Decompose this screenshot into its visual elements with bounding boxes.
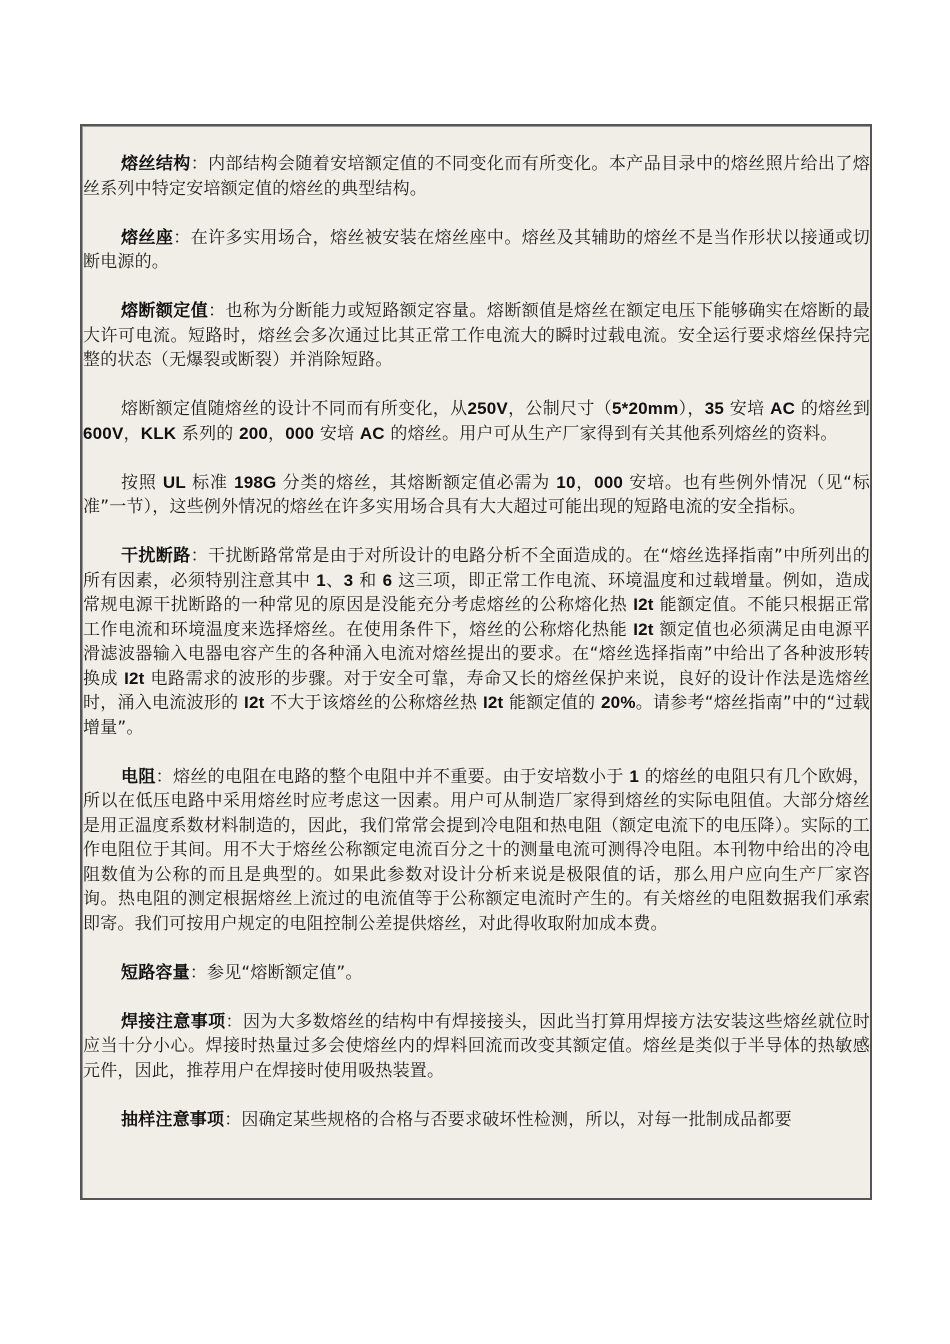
paragraph <box>83 765 870 937</box>
document-body <box>82 126 870 1132</box>
paragraph-text: ，公制尺寸（ <box>507 399 613 419</box>
paragraph-text: 安培。也有些例外情况（见“标准”一节），这些例外情况的熔丝在许多实用场合具有大大超过可能出现的短路电流的安全指标。 <box>83 472 870 517</box>
paragraph <box>83 152 870 201</box>
paragraph-text: 安培 <box>724 399 771 419</box>
bold-value: I2t <box>244 693 265 712</box>
bold-value: I2t <box>124 668 145 688</box>
paragraph <box>83 471 870 520</box>
paragraph-text: 标准 <box>185 472 235 493</box>
paragraph-text: 电路需求的波形的步骤。对于安全可靠，寿命又长的熔丝保护来说，良好的设计作法是选熔丝时，涌入电流波形的 <box>83 668 870 713</box>
paragraph <box>83 1108 870 1133</box>
bold-value: 5*20mm <box>612 399 679 418</box>
section-heading: 熔丝座 <box>121 227 174 248</box>
section-heading: 焊接注意事项 <box>121 1011 226 1032</box>
document-frame <box>80 124 872 1200</box>
section-heading: 抽样注意事项 <box>121 1109 225 1130</box>
bold-value: I2t <box>633 619 654 639</box>
paragraph-text: ：因为大多数熔丝的结构中有焊接接头，因此当打算用焊接方法安装这些熔丝就位时应当十分小心。焊接时热量过多会使熔丝内的焊料回流而改变其额定值。熔丝是类似于半导体的热敏感元件，因此，推荐用户在焊接时使用吸热装置。 <box>83 1011 870 1081</box>
paragraph-text: 分类的熔丝，其熔断额定值必需为 <box>276 472 557 493</box>
paragraph-text: ：参见“熔断额定值”。 <box>189 962 363 983</box>
bold-value: 20% <box>601 693 636 712</box>
paragraph-text: 能额定值的 <box>503 693 602 713</box>
section-heading: 短路容量 <box>121 962 190 983</box>
paragraph-text: ， <box>575 472 595 493</box>
bold-value: 6 <box>382 570 393 590</box>
bold-value: 600V <box>83 423 124 443</box>
paragraph-text: ， <box>268 423 286 444</box>
paragraph-text: 和 <box>353 570 383 591</box>
section-heading: 熔丝结构 <box>121 154 191 174</box>
bold-value: UL <box>162 472 186 492</box>
paragraph-text: 的熔丝到 <box>795 399 871 419</box>
paragraph-text: 不大于该熔丝的公称熔丝热 <box>264 693 483 713</box>
bold-value: 1 <box>629 766 640 786</box>
bold-value: AC <box>770 399 796 418</box>
paragraph-text: ：在许多实用场合，熔丝被安装在熔丝座中。熔丝及其辅助的熔丝不是当作形状以接通或切断电源的。 <box>83 227 870 272</box>
paragraph-text: ）， <box>678 399 705 419</box>
paragraph-text: 额定值也必须满足由电源平滑滤波器输入电器电容产生的各种涌入电流对熔丝提出的要求。在“熔丝选择指南”中给出了各种波形转换成 <box>83 619 870 689</box>
paragraph-text: 能额定值。不能只根据正常工作电流和环境温度来选择熔丝。在使用条件下，熔丝的公称熔化热能 <box>83 595 870 640</box>
paragraph-text: 熔断额定值随熔丝的设计不同而有所变化，从 <box>121 399 468 419</box>
paragraph <box>83 397 870 446</box>
bold-value: 198G <box>234 472 277 492</box>
paragraph-text: 安培 <box>314 423 360 444</box>
bold-value: 250V <box>467 399 508 418</box>
paragraph-text: ：因确定某些规格的合格与否要求破坏性检测，所以，对每一批制成品都要 <box>224 1109 792 1130</box>
paragraph-text: 的熔丝的电阻只有几个欧姆，所以在低压电路中采用熔丝时应考虑这一因素。用户可从制造厂家得到熔丝的实际电阻值。大部分熔丝是用正温度系数材料制造的，因此，我们常常会提到冷电阻和热电阻（额定电流下的电压降）。实际的工作电阻位于其间。用不大于熔丝公称额定电流百分之十的测量电流可测得冷电阻。本刊物中给出的冷电阻数值为公称的而且是典型的。如果此参数对设计分析来说是极限值的话，那么用户应向生产厂家咨询。热电阻的测定根据熔丝上流过的电流值等于公称额定电流时产生的。有关熔丝的电阻数据我们承索即寄。我们可按用户规定的电阻控制公差提供熔丝，对此得收取附加成本费。 <box>83 766 870 934</box>
paragraph-text: ：也称为分断能力或短路额定容量。熔断额值是熔丝在额定电压下能够确实在熔断的最大许可电流。短路时，熔丝会多次通过比其正常工作电流大的瞬时过载电流。安全运行要求熔丝保持完整的状态（无爆裂或断裂）并消除短路。 <box>83 301 870 370</box>
bold-value: AC <box>359 423 385 443</box>
paragraph <box>83 544 870 740</box>
paragraph-text: 系列的 <box>176 423 240 444</box>
paragraph <box>83 299 870 373</box>
bold-value: 000 <box>594 472 624 492</box>
paragraph-text: ， <box>123 423 141 444</box>
section-heading: 熔断额定值 <box>121 301 209 321</box>
paragraph-text: ：熔丝的电阻在电路的整个电阻中并不重要。由于安培数小于 <box>155 766 630 787</box>
bold-value: 000 <box>285 423 315 443</box>
bold-value: I2t <box>482 693 504 712</box>
bold-value: I2t <box>633 595 654 614</box>
paragraph-text: 这三项，即正常工作电流、环境温度和过载增量。例如，造成常规电源干扰断路的一种常见的原因是没能充分考虑熔丝的公称熔化热 <box>83 570 870 615</box>
section-heading: 电阻 <box>121 766 156 787</box>
paragraph <box>83 961 870 986</box>
paragraph-text: ：内部结构会随着安培额定值的不同变化而有所变化。本产品目录中的熔丝照片给出了熔丝系列中特定安培额定值的熔丝的典型结构。 <box>83 154 870 199</box>
paragraph-text: 的熔丝。用户可从生产厂家得到有关其他系列熔丝的资料。 <box>384 423 838 444</box>
bold-value: 3 <box>343 570 354 590</box>
section-heading: 干扰断路 <box>121 546 191 566</box>
paragraph-text: 。请参考“熔丝指南”中的“过载增量”。 <box>83 693 870 738</box>
paragraph-text: 、 <box>325 570 344 591</box>
bold-value: 35 <box>704 399 725 418</box>
bold-value: 1 <box>316 570 326 590</box>
paragraph-text: ：干扰断路常常是由于对所设计的电路分析不全面造成的。在“熔丝选择指南”中所列出的所有因素，必须特别注意其中 <box>83 546 870 591</box>
paragraph-text: 按照 <box>121 472 163 493</box>
bold-value: 10 <box>556 472 576 492</box>
bold-value: 200 <box>239 423 269 443</box>
paragraph <box>83 1010 870 1084</box>
bold-value: KLK <box>140 423 177 443</box>
paragraph <box>83 226 870 275</box>
